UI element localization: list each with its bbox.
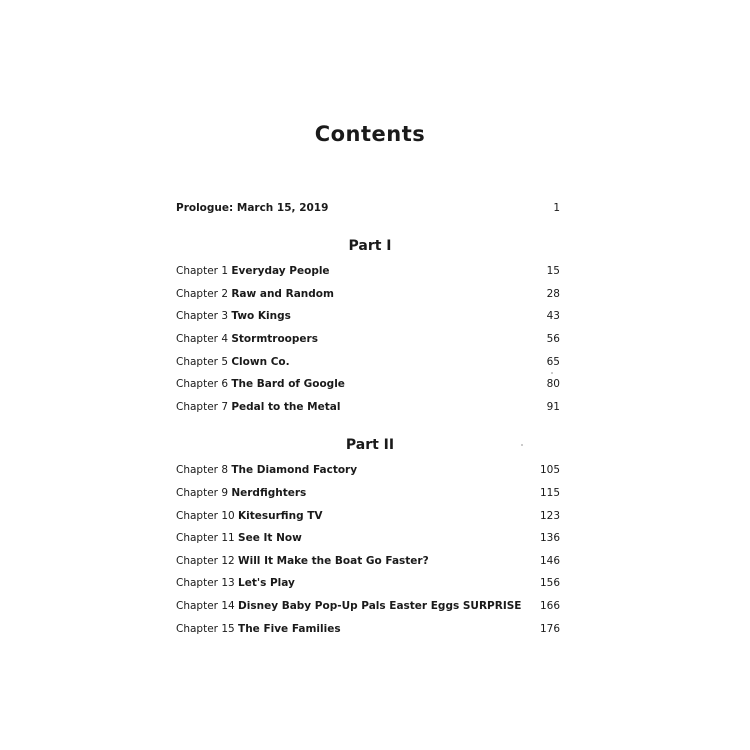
toc-entry-page: 56 [546, 333, 560, 345]
toc-entry-chapter[interactable] [176, 463, 560, 477]
chapter-title: Clown Co. [231, 356, 290, 368]
toc-entry-chapter[interactable] [176, 332, 560, 346]
toc-entry-chapter[interactable] [176, 486, 560, 500]
chapter-title: Everyday People [231, 265, 330, 277]
toc-entry-page: 43 [546, 310, 560, 322]
chapter-number: Chapter 10 [176, 510, 235, 522]
toc-entry-chapter[interactable] [176, 400, 560, 414]
paper-speck [551, 372, 553, 374]
toc-entry-chapter[interactable] [176, 355, 560, 369]
toc-entry-prologue[interactable] [176, 201, 560, 215]
chapter-title: The Five Families [238, 623, 341, 635]
toc-entry-chapter[interactable] [176, 264, 560, 278]
chapter-title: Kitesurfing TV [238, 510, 323, 522]
chapter-number: Chapter 5 [176, 356, 228, 368]
toc-entry-page: 1 [553, 202, 560, 214]
chapter-number: Chapter 6 [176, 378, 228, 390]
toc-entry-page: 166 [539, 600, 560, 612]
toc-entry-page: 115 [539, 487, 560, 499]
toc-entry-chapter[interactable] [176, 554, 560, 568]
toc-entry-chapter[interactable] [176, 309, 560, 323]
toc-entry-page: 91 [546, 401, 560, 413]
chapter-number: Chapter 13 [176, 577, 235, 589]
part-heading-2: Part II [345, 437, 395, 453]
chapter-title: Stormtroopers [231, 333, 318, 345]
chapter-number: Chapter 14 [176, 600, 235, 612]
chapter-number: Chapter 2 [176, 288, 228, 300]
chapter-number: Chapter 3 [176, 310, 228, 322]
chapter-title: Disney Baby Pop-Up Pals Easter Eggs SURPRISE [238, 600, 522, 612]
chapter-title: Raw and Random [231, 288, 334, 300]
chapter-title: Two Kings [231, 310, 291, 322]
toc-entry-chapter[interactable] [176, 599, 560, 613]
toc-entry-chapter[interactable] [176, 509, 560, 523]
chapter-title: The Bard of Google [231, 378, 345, 390]
toc-entry-page: 156 [539, 577, 560, 589]
part-heading-1: Part I [348, 238, 392, 254]
toc-entry-page: 176 [539, 623, 560, 635]
toc-entry-chapter[interactable] [176, 622, 560, 636]
paper-speck [521, 444, 523, 446]
chapter-number: Chapter 8 [176, 464, 228, 476]
toc-entry-chapter[interactable] [176, 377, 560, 391]
toc-entry-page: 65 [546, 356, 560, 368]
chapter-number: Chapter 12 [176, 555, 235, 567]
toc-entry-page: 15 [546, 265, 560, 277]
toc-entry-label: Prologue: March 15, 2019 [176, 202, 329, 214]
chapter-title: See It Now [238, 532, 302, 544]
toc-entry-page: 105 [539, 464, 560, 476]
chapter-number: Chapter 15 [176, 623, 235, 635]
toc-entry-page: 123 [539, 510, 560, 522]
toc-entry-page: 28 [546, 288, 560, 300]
chapter-title: Nerdfighters [231, 487, 307, 499]
chapter-number: Chapter 4 [176, 333, 228, 345]
chapter-number: Chapter 7 [176, 401, 228, 413]
chapter-number: Chapter 11 [176, 532, 235, 544]
toc-entry-page: 80 [546, 378, 560, 390]
toc-entry-chapter[interactable] [176, 531, 560, 545]
toc-entry-page: 146 [539, 555, 560, 567]
chapter-title: Will It Make the Boat Go Faster? [238, 555, 429, 567]
chapter-title: Let's Play [238, 577, 295, 589]
chapter-number: Chapter 1 [176, 265, 228, 277]
toc-entry-chapter[interactable] [176, 576, 560, 590]
toc-entry-chapter[interactable] [176, 287, 560, 301]
chapter-title: Pedal to the Metal [231, 401, 341, 413]
page-title: Contents [314, 122, 426, 146]
toc-entry-page: 136 [539, 532, 560, 544]
chapter-title: The Diamond Factory [231, 464, 358, 476]
chapter-number: Chapter 9 [176, 487, 228, 499]
